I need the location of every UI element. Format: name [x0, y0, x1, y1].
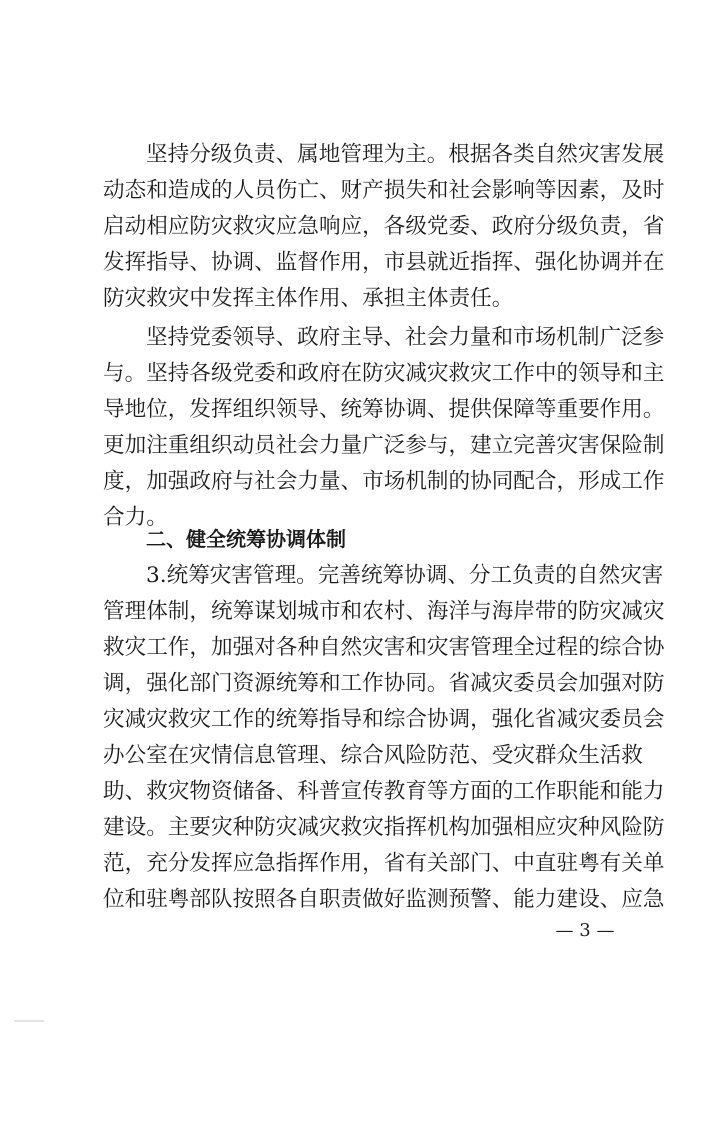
paragraph-2-line-3: 导地位，发挥组织领导、统筹协调、提供保障等重要作用。	[103, 397, 665, 422]
paragraph-1-line-2: 动态和造成的人员伤亡、财产损失和社会影响等因素，及时	[103, 178, 665, 203]
page-number: — 3 —	[555, 920, 615, 941]
paragraph-3-line-4: 调，强化部门资源统筹和工作协同。省减灾委员会加强对防	[103, 671, 665, 696]
section-heading: 二、健全统筹协调体制	[146, 527, 346, 551]
paragraph-2-line-6: 合力。	[103, 505, 168, 530]
paragraph-1-line-5: 防灾救灾中发挥主体作用、承担主体责任。	[103, 286, 514, 311]
paragraph-3-line-9: 范，充分发挥应急指挥作用，省有关部门、中直驻粤有关单	[103, 851, 665, 876]
paragraph-3-line-5: 灾减灾救灾工作的统筹指导和综合协调，强化省减灾委员会	[103, 707, 665, 732]
paragraph-1-line-4: 发挥指导、协调、监督作用，市县就近指挥、强化协调并在	[103, 250, 665, 275]
paragraph-3-line-6: 办公室在灾情信息管理、综合风险防范、受灾群众生活救	[103, 743, 643, 768]
paragraph-2-line-4: 更加注重组织动员社会力量广泛参与，建立完善灾害保险制	[103, 433, 665, 458]
paragraph-3-line-7: 助、救灾物资储备、科普宣传教育等方面的工作职能和能力	[103, 779, 665, 804]
paragraph-3-line-3: 救灾工作，加强对各种自然灾害和灾害管理全过程的综合协	[103, 635, 665, 660]
paragraph-1-line-3: 启动相应防灾救灾应急响应，各级党委、政府分级负责，省	[103, 214, 665, 239]
paragraph-3-line-2: 管理体制，统筹谋划城市和农村、海洋与海岸带的防灾减灾	[103, 599, 665, 624]
scan-artifact	[14, 1020, 44, 1022]
paragraph-1-line-1: 坚持分级负责、属地管理为主。根据各类自然灾害发展	[146, 142, 665, 167]
paragraph-2-line-1: 坚持党委领导、政府主导、社会力量和市场机制广泛参	[146, 325, 665, 350]
paragraph-2-line-5: 度，加强政府与社会力量、市场机制的协同配合，形成工作	[103, 469, 665, 494]
paragraph-3-line-10: 位和驻粤部队按照各自职责做好监测预警、能力建设、应急	[103, 887, 665, 912]
paragraph-2-line-2: 与。坚持各级党委和政府在防灾减灾救灾工作中的领导和主	[103, 361, 665, 386]
paragraph-3-line-8: 建设。主要灾种防灾减灾救灾指挥机构加强相应灾种风险防	[103, 815, 665, 840]
paragraph-3-line-1: 3.统筹灾害管理。完善统筹协调、分工负责的自然灾害	[146, 563, 664, 588]
